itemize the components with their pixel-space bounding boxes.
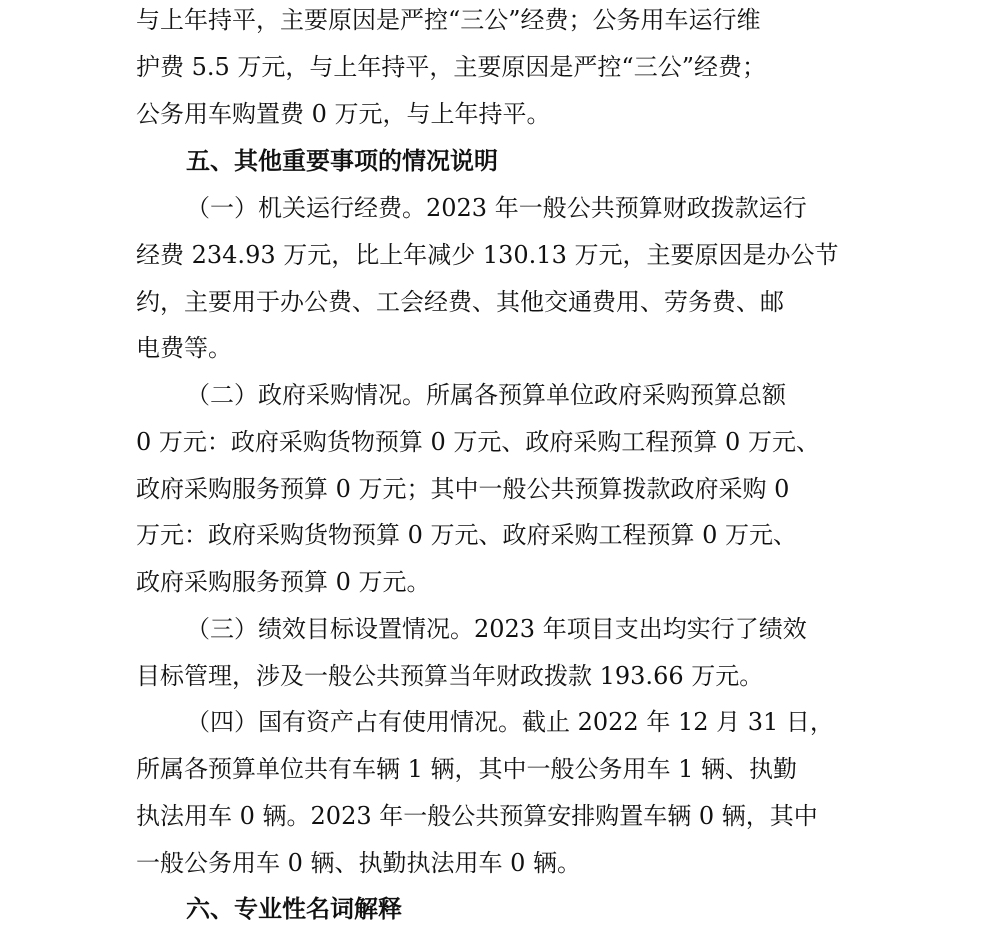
paragraph-line: 约，主要用于办公费、工会经费、其他交通费用、劳务费、邮	[136, 288, 784, 316]
paragraph-line: 一般公务用车 0 辆、执勤执法用车 0 辆。	[136, 849, 582, 877]
intro-line: 与上年持平，主要原因是严控“三公”经费；公务用车运行维	[136, 6, 761, 34]
section-heading-6: 六、专业性名词解释	[186, 895, 402, 923]
paragraph-line: （四）国有资产占有使用情况。截止 2022 年 12 月 31 日，	[186, 708, 834, 736]
paragraph-line: 万元：政府采购货物预算 0 万元、政府采购工程预算 0 万元、	[136, 521, 798, 549]
paragraph-line: 经费 234.93 万元，比上年减少 130.13 万元，主要原因是办公节	[136, 241, 839, 269]
paragraph-line: （一）机关运行经费。2023 年一般公共预算财政拨款运行	[186, 194, 807, 222]
paragraph-line: 执法用车 0 辆。2023 年一般公共预算安排购置车辆 0 辆，其中	[136, 802, 818, 830]
section-heading-5: 五、其他重要事项的情况说明	[186, 147, 498, 175]
paragraph-line: （三）绩效目标设置情况。2023 年项目支出均实行了绩效	[186, 615, 807, 643]
paragraph-line: 政府采购服务预算 0 万元。	[136, 568, 431, 596]
intro-line: 公务用车购置费 0 万元，与上年持平。	[136, 100, 551, 128]
intro-line: 护费 5.5 万元，与上年持平，主要原因是严控“三公”经费；	[136, 53, 766, 81]
paragraph-line: 所属各预算单位共有车辆 1 辆，其中一般公务用车 1 辆、执勤	[136, 755, 798, 783]
paragraph-line: （二）政府采购情况。所属各预算单位政府采购预算总额	[186, 381, 786, 409]
paragraph-line: 目标管理，涉及一般公共预算当年财政拨款 193.66 万元。	[136, 662, 764, 690]
paragraph-line: 电费等。	[136, 334, 232, 362]
paragraph-line: 0 万元：政府采购货物预算 0 万元、政府采购工程预算 0 万元、	[136, 428, 820, 456]
paragraph-line: 政府采购服务预算 0 万元；其中一般公共预算拨款政府采购 0	[136, 475, 790, 503]
